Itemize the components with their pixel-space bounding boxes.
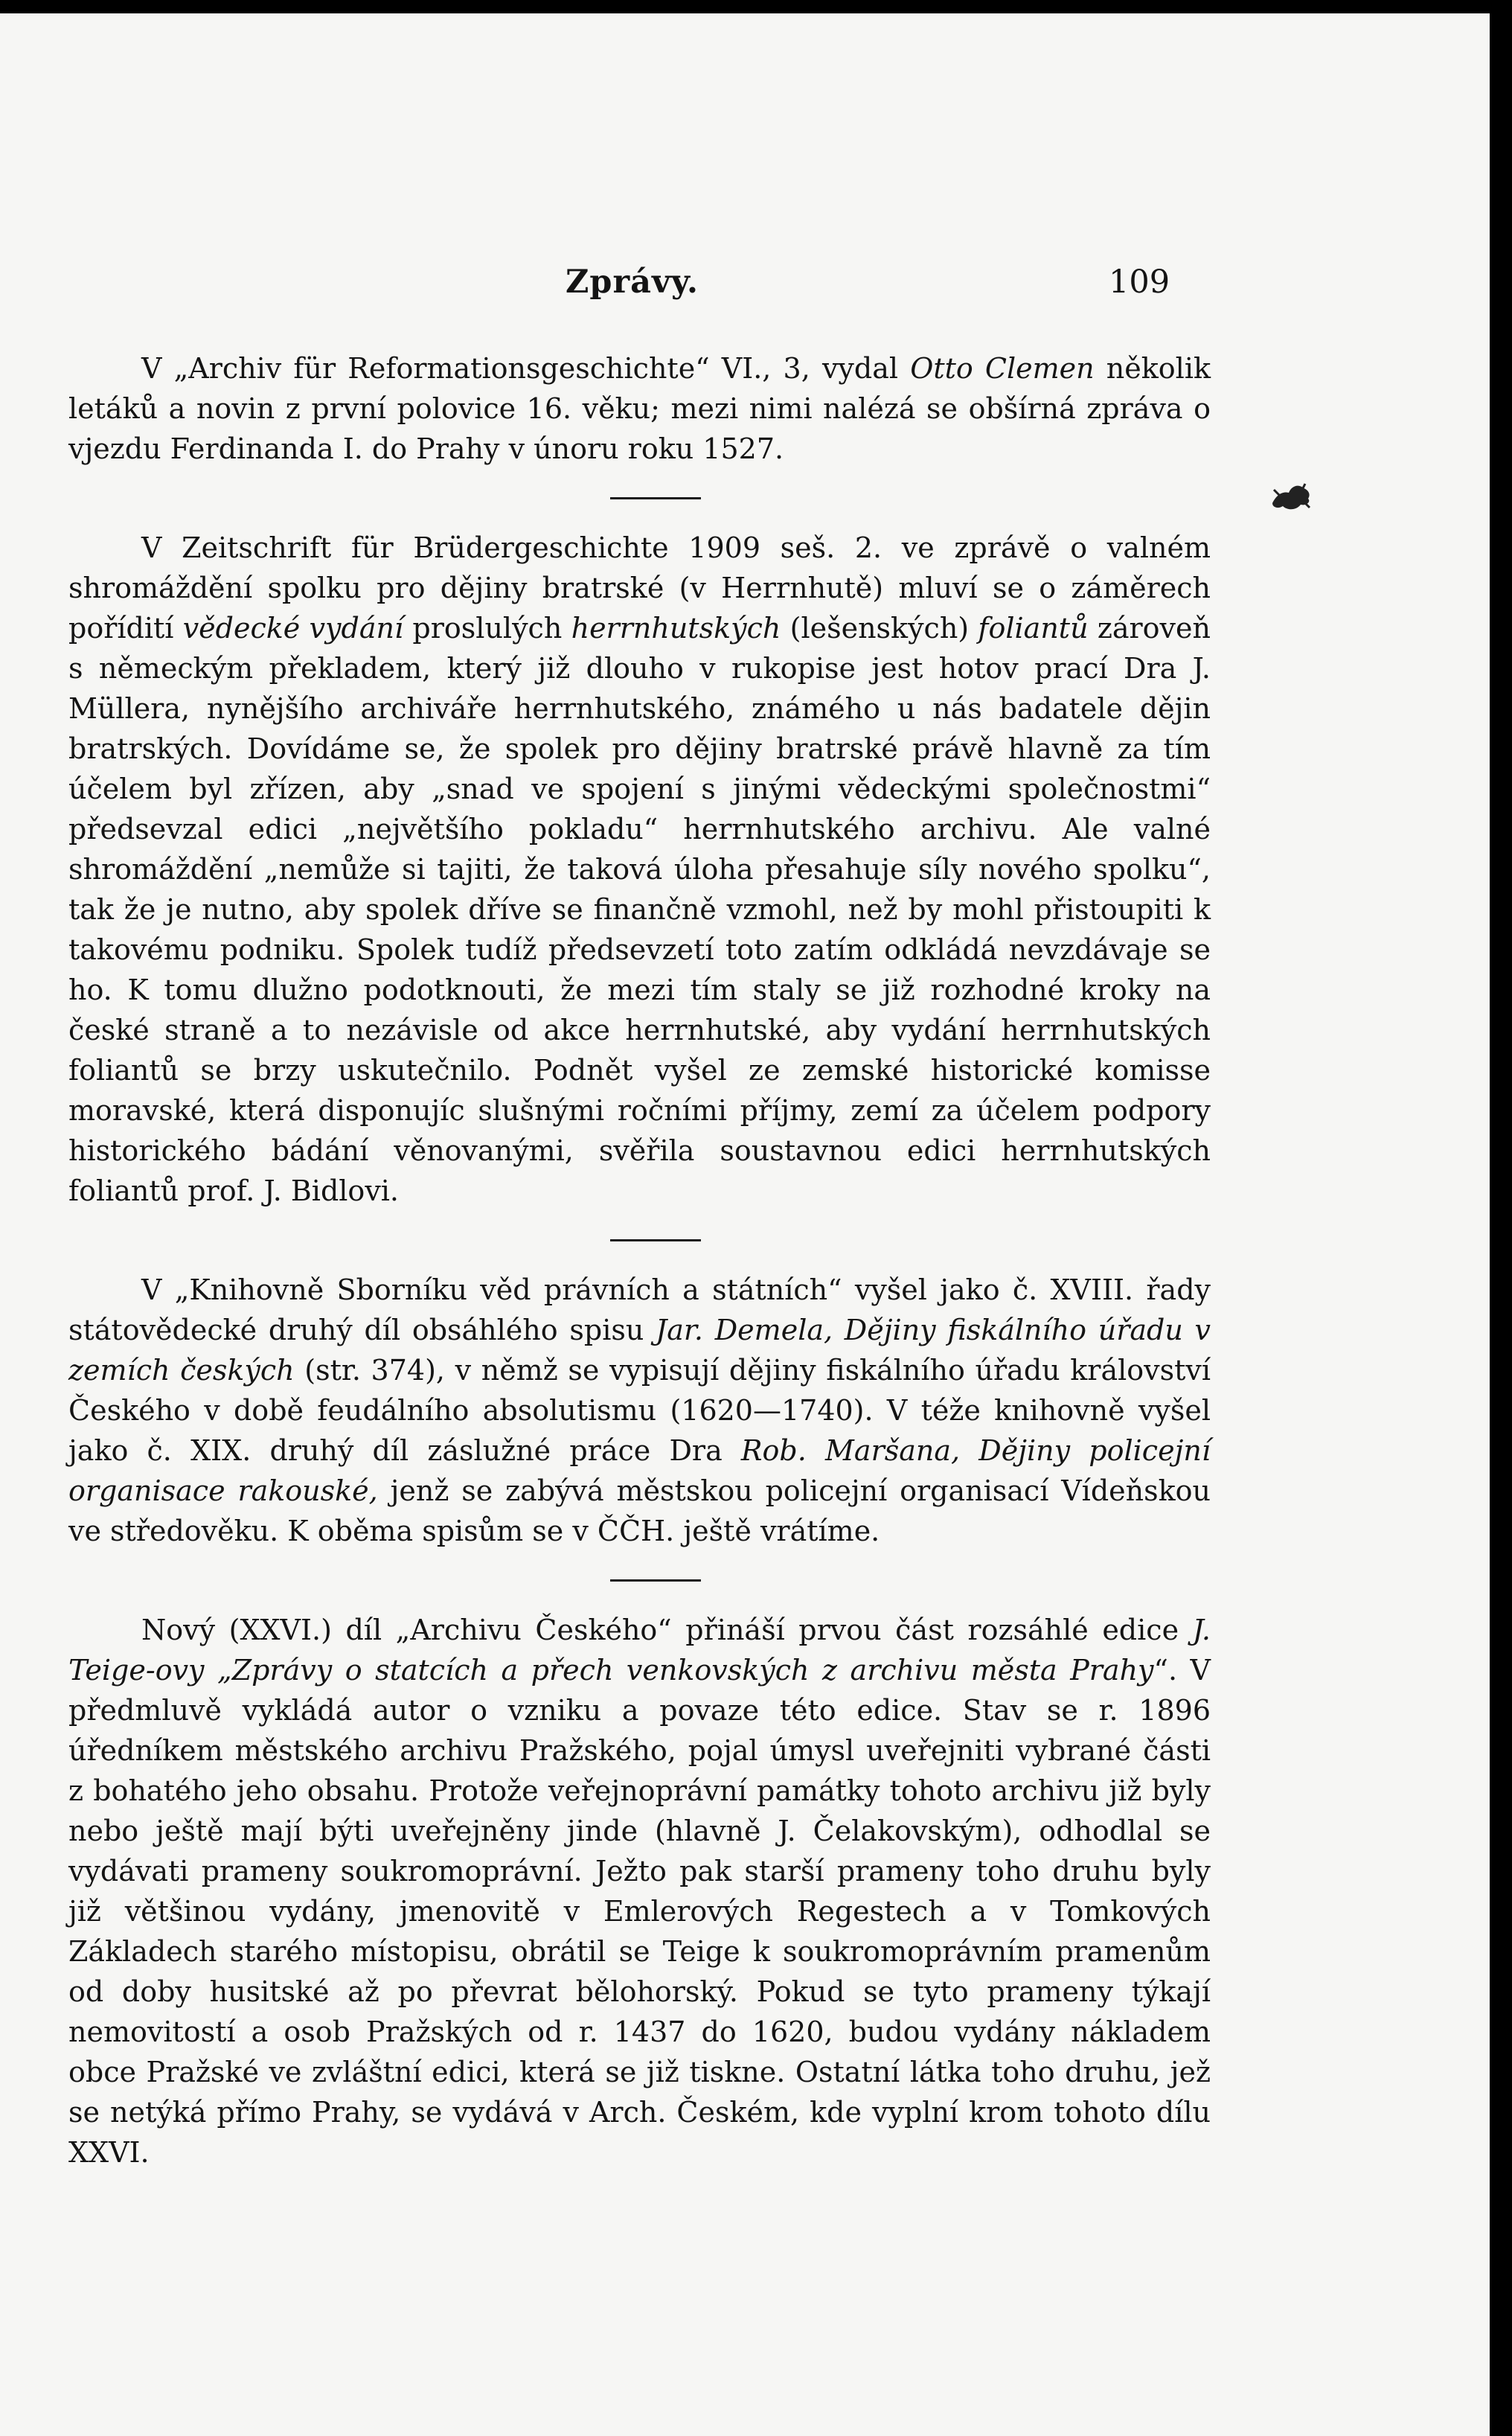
paragraph-knihovna-sborniku [68,1270,1211,1551]
running-header [0,263,1490,308]
paragraph-2-text-g: zároveň s německým překladem, který již dlouho v rukopise jest hotov prací Dra J. Müllera, nynějšího archiváře herrnhutského, známého u nás badatele dějin bratrských. Dovídáme se, že spolek pro dějiny bratrské právě hlavně za tím účelem byl zřízen, aby „snad ve spojení s jinými vědeckými společnostmi“ předsevzal edici „největšího pokladu“ herrnhutského archivu. Ale valné shromáždění „nemůže si tajiti, že taková úloha přesahuje síly nového spolku“, tak že je nutno, aby spolek dříve se finančně vzmohl, než by mohl přistoupiti k takovému podniku. Spolek tudíž předsevzetí toto zatím odkládá nevzdávaje se ho. K tomu dlužno podotknouti, že mezi tím staly se již rozhodné kroky na české straně a to nezávisle od akce herrnhutské, aby vydání herrnhutských foliantů se brzy uskutečnilo. Podnět vyšel ze zemské historické komisse moravské, která disponujíc slušnými ročními příjmy, zemí za účelem podpory historického bádání věnovanými, svěřila soustavnou edici herrnhutských foliantů prof. J. Bidlovi. [68,612,1211,1207]
paragraph-2-text-c: proslulých [403,612,571,645]
paragraph-1-author: Otto Clemen [910,352,1095,385]
paragraph-1-text-c: několik letáků a novin z první polovice 16. věku; mezi nimi nalézá se obšírná zpráva o vjezdu Ferdinanda I. do Prahy v únoru roku 1527. [68,352,1211,465]
page-number: 109 [1109,263,1170,301]
paragraph-3-italic-d: Rob. Maršana, Dějiny policejní organisace rakouské, [68,1434,1211,1507]
paragraph-2-text-e: (lešenských) [781,612,978,645]
section-separator [610,1239,701,1241]
paragraph-2-text-a: V Zeitschrift für Brüdergeschichte 1909 seš. 2. ve zprávě o valném shromáždění spolku pro dějiny bratrské (v Herrnhutě) mluví se o záměrech pořídití [68,531,1211,645]
section-separator [610,1579,701,1582]
paragraph-archiv-cesky [68,1610,1211,2173]
paragraph-3-text-a: V „Knihovně Sborníku věd právních a státních“ vyšel jako č. XVIII. řady státovědecké druhý díl obsáhlého spisu [68,1273,1211,1346]
paragraph-archiv-reformation [68,348,1211,469]
paragraph-2-italic-d: herrnhutských [571,612,781,645]
running-title: Zprávy. [566,263,699,301]
paragraph-2-italic-b: vědecké vydání [182,612,404,645]
paragraph-4-text-c: “. V předmluvě vykládá autor o vzniku a povaze této edice. Stav se r. 1896 úředníkem městského archivu Pražského, pojal úmysl uveřejniti vybrané části z bohatého jeho obsahu. Protože veřejnoprávní památky tohoto archivu již byly nebo ještě mají býti uveřejněny jinde (hlavně J. Čelakovským), odhodlal se vydávati prameny soukromoprávní. Ježto pak starší prameny toho druhu byly již většinou vydány, jmenovitě v Emlerových Regestech a v Tomkových Základech starého místopisu, obrátil se Teige k soukromoprávním pramenům od doby husitské až po převrat bělohorský. Pokud se tyto prameny týkají nemovitostí a osob Pražských od r. 1437 do 1620, budou vydány nákladem obce Pražské ve zvláštní edici, která se již tiskne. Ostatní látka toho druhu, jež se netýká přímo Prahy, se vydává v Arch. Českém, kde vyplní krom tohoto dílu XXVI. [68,1654,1211,2169]
paragraph-2-italic-f: foliantů [978,612,1089,645]
page [0,13,1490,2436]
paragraph-4-text-a: Nový (XXVI.) díl „Archivu Českého“ přináší prvou část rozsáhlé edice [141,1614,1193,1646]
paragraph-3-text-c: (str. 374), v němž se vypisují dějiny fiskálního úřadu království Českého v době feudálního absolutismu (1620—1740). V téže knihovně vyšel jako č. XIX. druhý díl záslužné práce Dra [68,1354,1211,1467]
ink-blot-mark [1269,481,1314,514]
section-separator [610,497,701,499]
paragraph-brudergeschichte [68,528,1211,1211]
paragraph-4-italic-b: J. Teige-ovy „Zprávy o statcích a přech venkovských z archivu města Prahy [68,1614,1211,1687]
paragraph-3-text-e: jenž se zabývá městskou policejní organisací Vídeňskou ve středověku. K oběma spisům se v ČČH. ještě vrátíme. [68,1474,1211,1547]
paragraph-1-text-a: V „Archiv für Reformationsgeschichte“ VI., 3, vydal [141,352,911,385]
paragraph-3-italic-b: Jar. Demela, Dějiny fiskálního úřadu v zemích českých [68,1314,1211,1387]
body-text [68,348,1211,2173]
